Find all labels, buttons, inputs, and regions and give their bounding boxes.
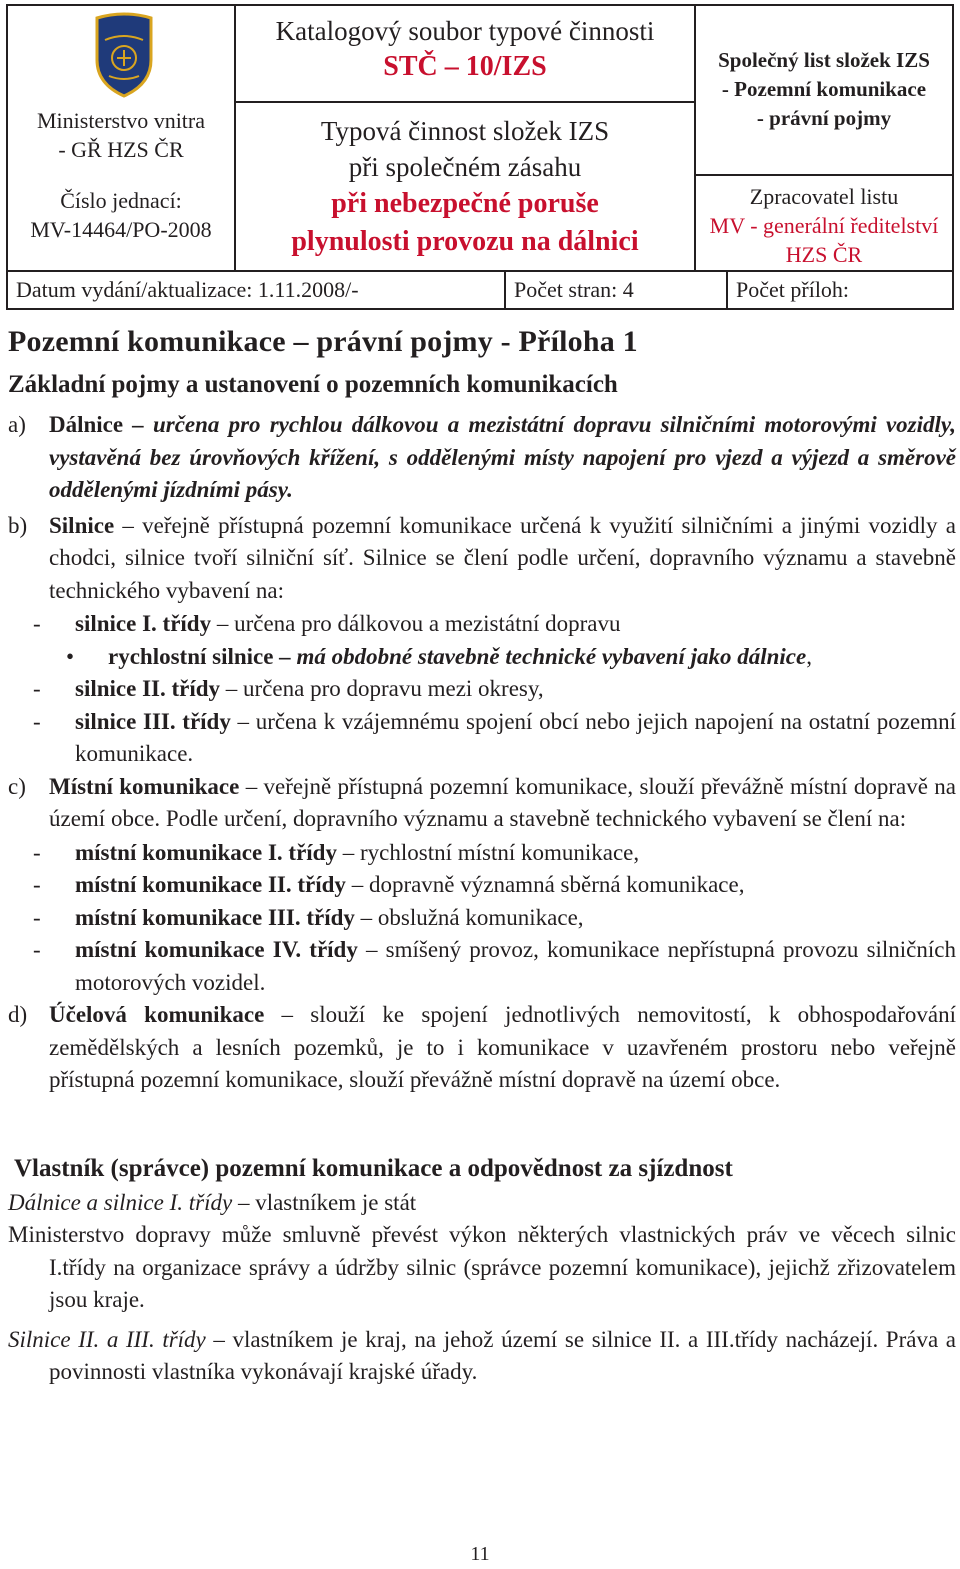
definition-text: – veřejně přístupná pozemní komunikace určená k využití silničními a jinými vozidly a chodci, silnice tvoří silniční síť. Silnice se člení podle určení, dopravního významu a stavebně technického vybavení na: (49, 512, 956, 603)
sheet-line2: - Pozemní komunikace (721, 77, 927, 101)
activity-line2: při společném zásahu (348, 152, 582, 182)
section2-heading: Vlastník (správce) pozemní komunikace a odpovědnost za sjízdnost (14, 1154, 733, 1182)
catalog-code: STČ – 10/IZS (383, 51, 547, 82)
list-item (6, 934, 956, 999)
text: – obslužná komunikace, (354, 904, 584, 930)
ministry-line2: - GŘ HZS ČR (58, 137, 184, 162)
page-count: Počet stran: 4 (514, 277, 634, 302)
owner-paragraph-1 (8, 1187, 956, 1220)
text: – určena pro dopravu mezi okresy, (220, 676, 544, 701)
term: silnice II. třídy (75, 676, 221, 701)
sheet-line3: - právní pojmy (756, 106, 892, 130)
page-number: 11 (470, 1543, 490, 1565)
catalog-title: Katalogový soubor typové činnosti (275, 16, 655, 46)
processor-line2: HZS ČR (785, 242, 863, 267)
item-label: d) (8, 1002, 28, 1027)
emblem-icon (91, 10, 157, 98)
term: Dálnice a silnice I. třídy (8, 1189, 233, 1215)
issue-date-cell (6, 270, 506, 310)
text: – vlastníkem je kraj, na jehož území se silnice II. a III.třídy nacházejí. Práva a povinnosti vlastníka vykonávají krajské úřady. (49, 1326, 956, 1384)
term: místní komunikace II. třídy (75, 872, 346, 897)
issue-date: Datum vydání/aktualizace: 1.11.2008/- (16, 277, 359, 302)
definition-text: – veřejně přístupná pozemní komunikace, slouží převážně místní dopravě na území obce. Podle určení, dopravního významu a stavebně technického vybavení se člení na: (49, 773, 956, 831)
text: – má obdobné stavebně technické vybavení jako dálnice (273, 643, 807, 669)
text: – vlastníkem je stát (232, 1189, 417, 1215)
activity-line3: při nebezpečné poruše (331, 188, 599, 219)
definition-d (6, 999, 956, 1097)
term: místní komunikace III. třídy (75, 904, 355, 930)
list-item (6, 673, 956, 706)
dash-marker: - (33, 937, 41, 962)
dash-marker: - (33, 904, 41, 930)
dash-marker: - (33, 676, 41, 701)
header-activity-cell (234, 101, 696, 272)
attachments-count: Počet příloh: (736, 277, 850, 302)
term-mistni: Místní komunikace (49, 773, 240, 799)
term: silnice III. třídy (75, 708, 231, 734)
term: místní komunikace I. třídy (75, 839, 337, 865)
term: rychlostní silnice (108, 643, 274, 669)
header-processor-cell (694, 174, 954, 272)
page-count-cell (504, 270, 728, 310)
activity-line4: plynulosti provozu na dálnici (291, 226, 639, 257)
list-item (6, 641, 956, 674)
list-item (6, 837, 956, 870)
dash-marker: - (33, 708, 41, 734)
definition-text: – určena pro rychlou dálkovou a mezistátní dopravu silničními motorovými vozidly, vystavěná bez úrovňových křížení, s oddělenými místy napojení pro vjezd a výjezd a směrově oddělenými jízdními pásy. (49, 412, 956, 502)
owner-paragraph-2: Ministerstvo dopravy může smluvně převést výkon některých vlastnických práv ve věcech silnic I.třídy na organizace správy a údržby silnic (správce pozemní komunikace), jejichž zřizovatelem jsou kraje. (8, 1222, 956, 1312)
main-content (6, 325, 956, 1389)
list-item (6, 608, 956, 641)
text: – smíšený provoz, komunikace nepřístupná provozu silničních motorových vozidel. (75, 937, 956, 995)
activity-line1: Typová činnost složek IZS (320, 116, 610, 146)
term: Silnice II. a III. třídy (8, 1326, 206, 1352)
text: – určena k vzájemnému spojení obcí nebo jejich napojení na ostatní pozemní komunikace. (75, 708, 957, 766)
section-heading: Základní pojmy a ustanovení o pozemních komunikacích (8, 371, 618, 398)
processor-line1: MV - generální ředitelství (709, 213, 939, 238)
text: – dopravně významná sběrná komunikace, (345, 872, 745, 897)
dash-marker: - (33, 839, 41, 865)
dash-marker: - (33, 611, 41, 636)
dash-marker: - (33, 872, 41, 897)
sheet-line1: Společný list složek IZS (718, 48, 930, 72)
bullet-marker: • (66, 643, 75, 669)
ministry-line1: Ministerstvo vnitra (36, 108, 206, 133)
reference-label: Číslo jednací: (60, 188, 182, 213)
header-table (6, 4, 954, 310)
definition-b (6, 510, 956, 608)
header-sheet-cell (694, 4, 954, 176)
item-label: b) (8, 512, 28, 538)
definition-text: – slouží ke spojení jednotlivých nemovitostí, k obhospodařování zemědělských a lesních pozemků, je to i komunikace v uzavřeném prostoru nebo veřejně přístupná pozemní komunikace, slouží převážně místní dopravě na území obce. (49, 1002, 956, 1092)
reference-number: MV-14464/PO-2008 (30, 217, 212, 242)
header-catalog-cell (234, 4, 696, 103)
text: – určena pro dálkovou a mezistátní dopravu (211, 611, 621, 636)
list-item (6, 902, 956, 935)
term-silnice: Silnice (49, 512, 115, 538)
definition-a (6, 409, 956, 507)
term: místní komunikace IV. třídy (75, 937, 358, 962)
item-label: a) (8, 412, 26, 437)
term-ucelova: Účelová komunikace (49, 1002, 265, 1027)
text: – rychlostní místní komunikace, (336, 839, 640, 865)
header-left-cell (6, 4, 236, 272)
list-item (6, 706, 956, 771)
processor-label: Zpracovatel listu (749, 184, 899, 209)
attachments-cell (726, 270, 954, 310)
definition-c (6, 771, 956, 836)
term: silnice I. třídy (75, 611, 212, 636)
item-label: c) (8, 773, 26, 799)
list-item (6, 869, 956, 902)
text-end: , (806, 643, 812, 669)
page-title: Pozemní komunikace – právní pojmy - Příloha 1 (8, 325, 638, 358)
term-dalnice: Dálnice (49, 412, 124, 437)
owner-paragraph-3 (6, 1324, 956, 1389)
